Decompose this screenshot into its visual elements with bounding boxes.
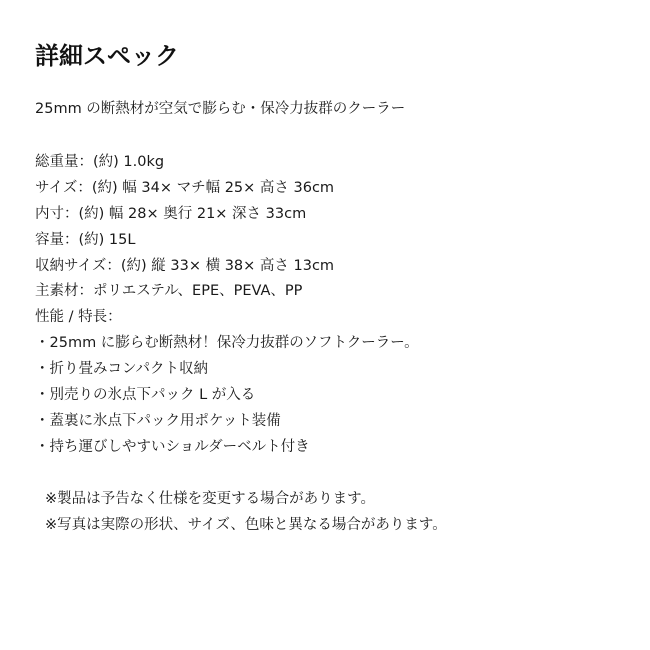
spec-total-weight: 総重量：(約) 1.0kg	[35, 154, 165, 170]
spec-capacity: 容量：(約) 15L	[35, 231, 136, 248]
feature-item: ・別売りの氷点下パック L が入る	[35, 387, 256, 404]
feature-item: ・蓋裏に氷点下パック用ポケット装備	[35, 412, 281, 429]
spec-list	[35, 150, 419, 461]
spec-material: 主素材：ポリエステル、EPE、PEVA、PP	[35, 283, 303, 300]
spec-storage-size: 収納サイズ：(約) 縦 33× 横 38× 高さ 13cm	[35, 257, 335, 274]
disclaimer-note: ※製品は予告なく仕様を変更する場合があります。	[45, 491, 375, 507]
feature-item: ・折り畳みコンパクト収納	[35, 361, 208, 378]
feature-item: ・25mm に膨らむ断熱材！保冷力抜群のソフトクーラー。	[35, 335, 419, 352]
page-title: 詳細スペック	[35, 42, 179, 70]
disclaimer-note: ※写真は実際の形状、サイズ、色味と異なる場合があります。	[45, 517, 447, 533]
product-tagline: 25mm の断熱材が空気で膨らむ・保冷力抜群のクーラー	[35, 101, 406, 117]
spec-size: サイズ：(約) 幅 34× マチ幅 25× 高さ 36cm	[35, 179, 335, 196]
feature-item: ・持ち運びしやすいショルダーベルト付き	[35, 438, 310, 455]
spec-features-heading: 性能 / 特長：	[35, 309, 122, 326]
disclaimer-notes	[45, 486, 447, 538]
spec-inner-size: 内寸：(約) 幅 28× 奥行 21× 深さ 33cm	[35, 205, 307, 222]
